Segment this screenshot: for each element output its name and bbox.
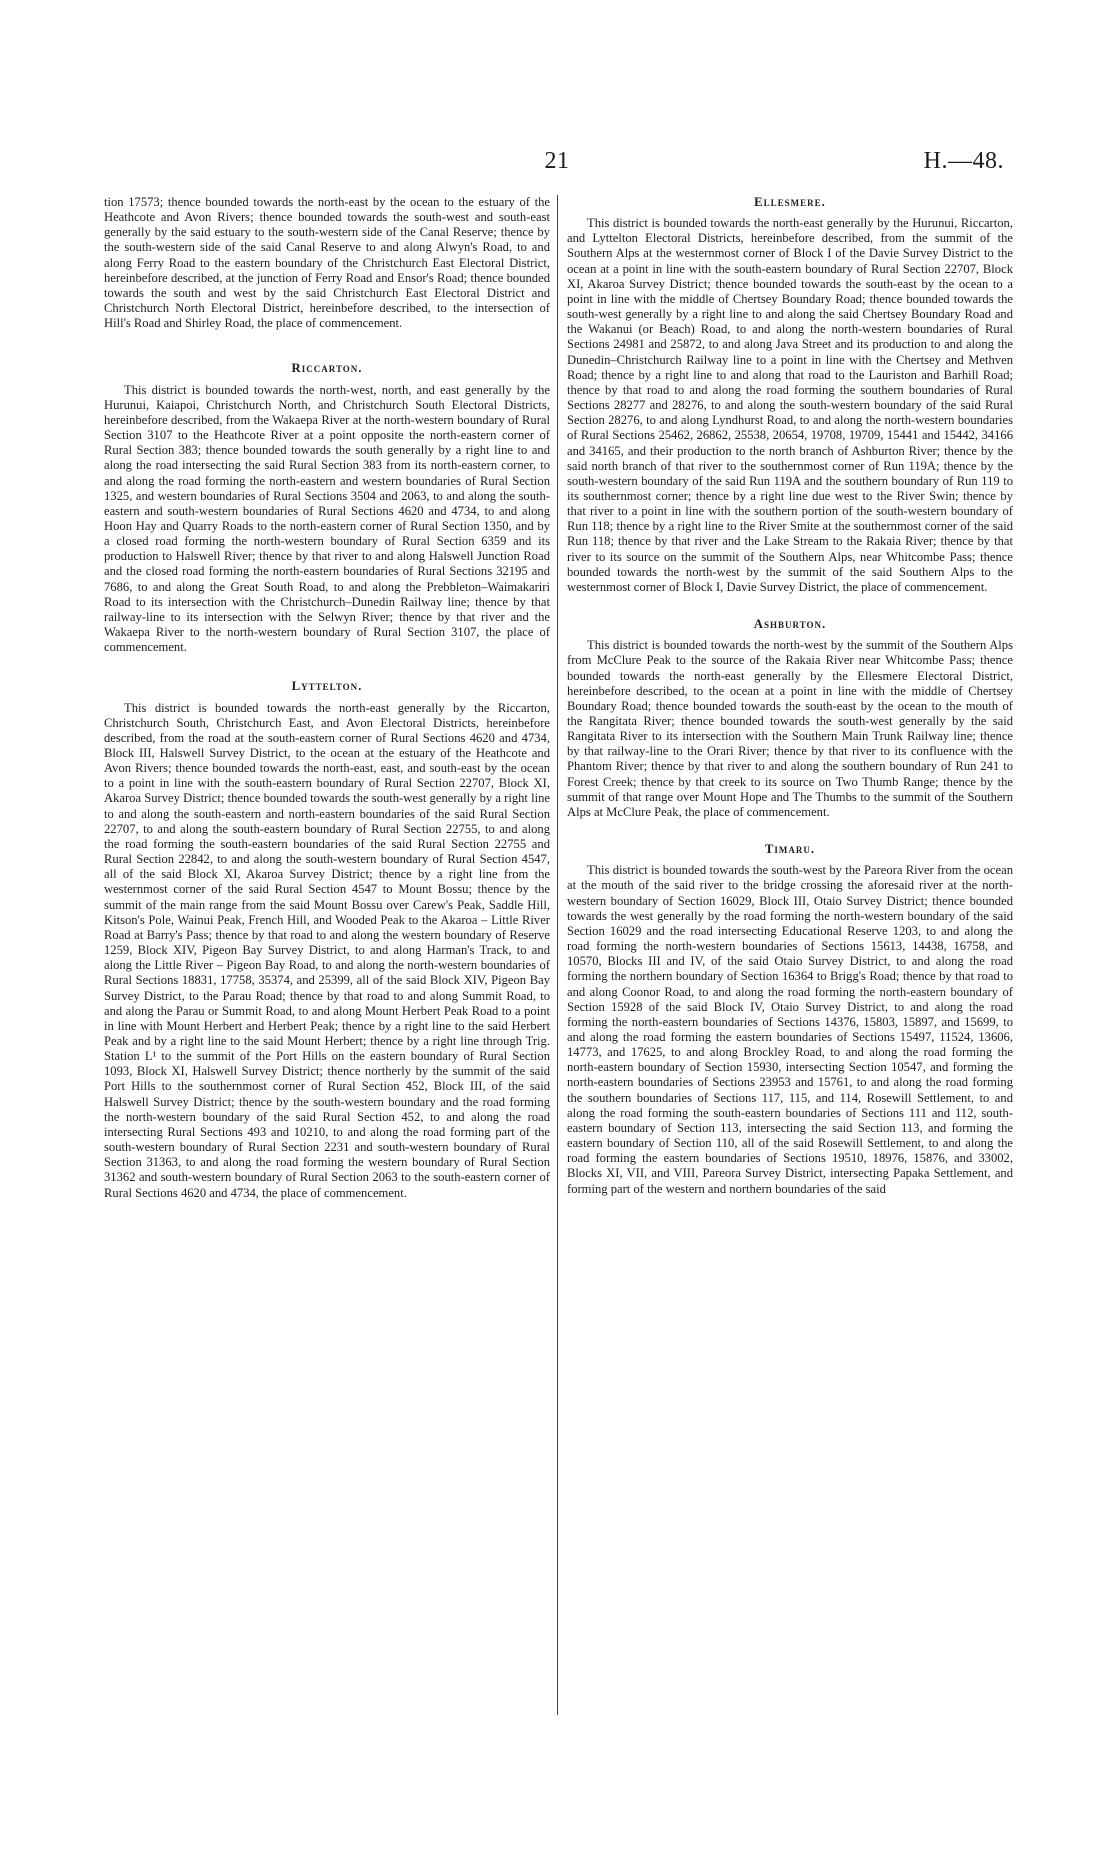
right-column: [567, 195, 1013, 1197]
column-rule: [557, 195, 558, 1715]
left-column: [104, 195, 550, 1201]
ashburton-description: This district is bounded towards the north-west by the summit of the Southern Alps from McClure Peak to the source of the Rakaia River near Whitcombe Pass; thence bounded towards the north-east generally by the Ellesmere Electoral District, hereinbefore described, to the ocean at a point in line with the middle of Chertsey Boundary Road; thence bounded towards the south-east by the ocean to the mouth of the Rangitata River; thence bounded towards the south-west generally by the said Rangitata River to its intersection with the Southern Main Trunk Railway line; thence by that railway-line to the Orari River; thence by that river to its confluence with the Phantom River; thence by that river to and along the southern boundary of Run 241 to Forest Creek; thence by that creek to its source on Two Thumb Range; thence by the summit of that range over Mount Hope and The Thumbs to the summit of the Southern Alps at McClure Peak, the place of commencement.: [567, 638, 1013, 819]
lyttelton-heading: Lyttelton.: [291, 679, 363, 694]
ellesmere-heading: Ellesmere.: [754, 195, 826, 209]
lyttelton-description: This district is bounded towards the north-east generally by the Riccarton, Christchurch South, Christchurch East, and Avon Electoral Districts, hereinbefore described, from the road at the south-eastern corner of Rural Sections 4620 and 4734, Block III, Halswell Survey District, to the ocean at the estuary of the Heathcote and Avon Rivers; thence bounded towards the north-east, east, and south-east by the ocean to a point in line with the south-eastern boundary of Rural Section 22707, Block XI, Akaroa Survey District; thence bounded towards the south-west generally by a right line to and along the south-eastern and north-eastern boundaries of the said Rural Section 22707, to and along the south-eastern boundary of Rural Section 22755, to and along the road forming the south-eastern boundaries of the said Rural Section 22755 and Rural Section 22842, to and along the south-western boundary of Rural Section 4547, all of the said Block XI, Akaroa Survey District; thence by a right line from the westernmost corner of the said Rural Section 4547 to Mount Bossu; thence by the summit of the main range from the said Mount Bossu over Carew's Peak, Saddle Hill, Kitson's Pole, Wainui Peak, French Hill, and Wooded Peak to the Akaroa – Little River Road at Barry's Pass; thence by that road to and along the western boundary of Reserve 1259, Block XIV, Pigeon Bay Survey District, to and along Harman's Track, to and along the Little River – Pigeon Bay Road, to and along the north-western boundaries of Rural Sections 18831, 17758, 35374, and 25399, all of the said Block XIV, Pigeon Bay Survey District, to the Parau Road; thence by that road to and along Summit Road, to and along the Parau or Summit Road, to and along Mount Herbert Peak Road to a point in line with Mount Herbert and Herbert Peak; thence by a right line to the said Herbert Peak and by a right line to the said Mount Herbert; thence by a right line through Trig. Station L¹ to the summit of the Port Hills on the eastern boundary of Rural Section 1093, Block XI, Halswell Survey District; thence northerly by the summit of the said Port Hills to the southernmost corner of Rural Section 452, Block III, of the said Halswell Survey District; thence by the south-western boundary and the road forming the north-western boundary of the said Rural Section 452, to and along the road intersecting Rural Sections 493 and 10210, to and along the road forming part of the south-western boundary of Rural Section 2231 and south-western boundary of Rural Section 31363, to and along the road forming the western boundary of Rural Section 31362 and south-western boundary of Rural Section 2063 to the south-eastern corner of Rural Sections 4620 and 4734, the place of commencement.: [104, 700, 550, 1200]
continued-district-text: tion 17573; thence bounded towards the north-east by the ocean to the estuary of the Heathcote and Avon Rivers; thence bounded towards the south-west and south-east generally by the said estuary to the south-western side of the Canal Reserve; thence by the south-western side of the said Canal Reserve to and along Alwyn's Road, to and along Ferry Road to the eastern boundary of the Christchurch East Electoral District, hereinbefore described, at the junction of Ferry Road and Ensor's Road; thence bounded towards the south and west by the said Christchurch East Electoral District and Christchurch North Electoral District, hereinbefore described, to the intersection of Hill's Road and Shirley Road, the place of commencement.: [104, 195, 550, 331]
paper-reference: H.—48.: [923, 148, 1004, 174]
ellesmere-description: This district is bounded towards the north-east generally by the Hurunui, Riccarton, and Lyttelton Electoral Districts, hereinbefore described, from the summit of the Southern Alps at the westernmost corner of Block I of the Davie Survey District to the ocean at a point in line with the south-eastern boundary of Rural Section 22707, Block XI, Akaroa Survey District; thence bounded towards the south-east by the ocean to a point in line with the middle of Chertsey Boundary Road; thence bounded towards the south-west generally by a right line to and along the said Chertsey Boundary Road and the Wakanui (or Beach) Road, to and along the north-western boundaries of Rural Sections 24981 and 25872, to and along Java Street and its production to and along the Dunedin–Christchurch Railway line to a point in line with the Chertsey and Methven Road; thence by a right line to and along that road to the Lauriston and Barhill Road; thence by that road to and along the road forming the southern boundaries of Rural Sections 28277 and 28276, to and along the south-western boundary of the said Rural Section 28276, to and along Lyndhurst Road, to and along the north-western boundaries of Rural Sections 25462, 26862, 25538, 20654, 19708, 19709, 15441 and 15442, 34166 and 34165, and their production to the north branch of Ashburton River; thence by the said north branch of that river to the southernmost corner of Run 119A; thence by the south-western boundary of the said Run 119A and the southern boundary of Run 119 to its southernmost corner; thence by a right line due west to the River Swin; thence by that river to a point in line with the southern portion of the south-western boundary of Run 118; thence by a right line to the River Smite at the southernmost corner of the said Run 118; thence by that river and the Lake Stream to the Rakaia River; thence by that river to its source on the summit of the Southern Alps, near Whitcombe Pass; thence bounded towards the north-west by the summit of the said Southern Alps to the westernmost corner of Block I, Davie Survey District, the place of commencement.: [567, 216, 1013, 594]
page-number: 21: [544, 148, 570, 174]
ashburton-heading: Ashburton.: [753, 617, 827, 632]
timaru-heading: Timaru.: [764, 842, 816, 857]
riccarton-description: This district is bounded towards the north-west, north, and east generally by the Hurunui, Kaiapoi, Christchurch North, and Christchurch South Electoral Districts, hereinbefore described, from the Wakaepa River at the north-western boundary of Rural Section 3107 to the Heathcote River at a point opposite the north-eastern corner of Rural Section 383; thence bounded towards the south generally by a right line to and along the road intersecting the said Rural Section 383 from its north-eastern corner, to and along the road forming the north-eastern and western boundaries of Rural Section 1325, and western boundaries of Rural Sections 3504 and 2063, to and along the south-eastern and south-western boundaries of Rural Sections 4620 and 4734, to and along Hoon Hay and Quarry Roads to the north-eastern corner of Rural Section 1350, and by a closed road forming the north-western boundary of Rural Section 6359 and its production to Halswell River; thence by that river to and along Halswell Junction Road and the closed road forming the north-eastern boundaries of Rural Sections 32195 and 7686, to and along the Great South Road, to and along the Prebbleton–Waimakariri Road to its intersection with the Christchurch–Dunedin Railway line; thence by that railway-line to its intersection with the Selwyn River; thence by that river and the Wakaepa River to the north-western boundary of Rural Section 3107, the place of commencement.: [104, 382, 550, 655]
riccarton-heading: Riccarton.: [291, 361, 363, 376]
timaru-description: This district is bounded towards the south-west by the Pareora River from the ocean at the mouth of the said river to the bridge crossing the aforesaid river at the north-western boundary of Section 16029, Block III, Otaio Survey District; thence bounded towards the west generally by the road forming the north-western boundary of the said Section 16029 and the road intersecting Educational Reserve 1203, to and along the road forming the north-western boundaries of Sections 15613, 14438, 16758, and 10570, Blocks III and IV, of the said Otaio Survey District, to and along the road forming the northern boundary of Section 16364 to Brigg's Road; thence by that road to and along Coonor Road, to and along the road forming the north-eastern boundary of Section 15928 of the said Block IV, Otaio Survey District, to and along the road forming the north-eastern boundaries of Sections 14376, 15803, 15897, and 15699, to and along the road forming the eastern boundaries of Sections 15497, 11524, 13606, 14773, and 17625, to and along Brockley Road, to and along the road forming the north-eastern boundary of Section 15930, intersecting Section 10547, and forming the north-eastern boundaries of Sections 23953 and 15761, to and along the road forming the southern boundaries of Sections 117, 115, and 114, Rosewill Settlement, to and along the road forming the south-eastern boundaries of Sections 111 and 112, south-eastern boundary of Section 113, intersecting the said Section 113, and forming the eastern boundary of Section 110, all of the said Rosewill Settlement, to and along the road forming the eastern boundaries of Sections 19510, 18976, 15876, and 33002, Blocks XI, VII, and VIII, Pareora Survey District, intersecting Papaka Settlement, and forming part of the western and northern boundaries of the said: [567, 863, 1013, 1196]
